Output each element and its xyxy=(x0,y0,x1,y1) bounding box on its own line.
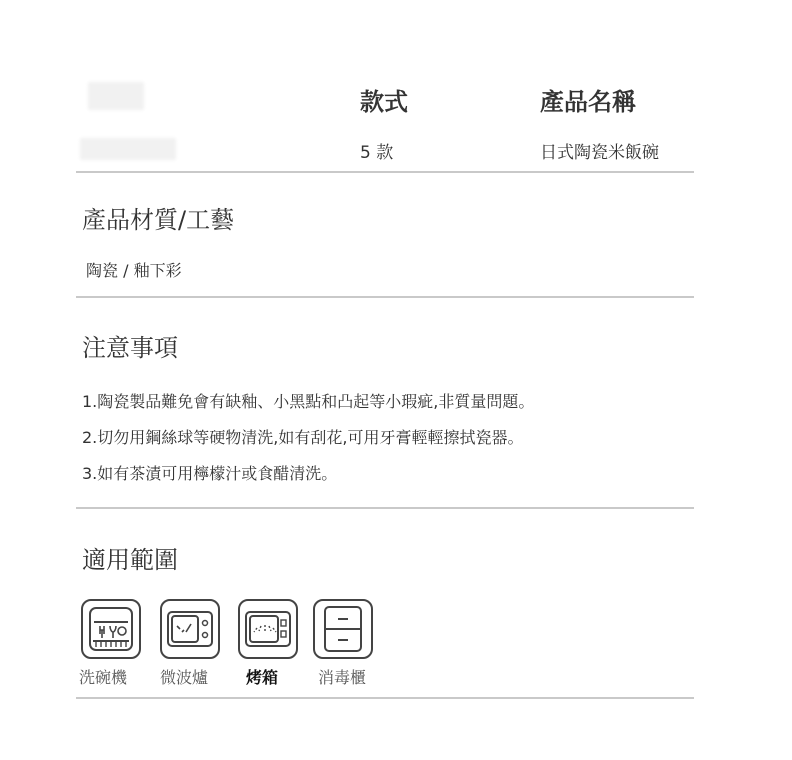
dishwasher-icon xyxy=(80,598,142,660)
product-name-header: 產品名稱 xyxy=(540,88,636,116)
note-item: 2.切勿用鋼絲球等硬物清洗,如有刮花,可用牙膏輕輕擦拭瓷器。 xyxy=(82,428,524,447)
note-item: 1.陶瓷製品難免會有缺釉、小黑點和凸起等小瑕疵,非質量問題。 xyxy=(82,392,535,411)
blurred-header-label xyxy=(88,82,144,110)
notes-title: 注意事項 xyxy=(82,334,178,362)
usage-title: 適用範圍 xyxy=(82,546,178,574)
sterilizer-cabinet-label: 消毒櫃 xyxy=(318,668,367,687)
note-item: 3.如有茶漬可用檸檬汁或食醋清洗。 xyxy=(82,464,338,483)
oven-label: 烤箱 xyxy=(246,668,279,687)
divider xyxy=(76,507,694,509)
divider xyxy=(76,171,694,173)
material-value: 陶瓷 / 釉下彩 xyxy=(86,261,182,280)
divider xyxy=(76,697,694,699)
style-header: 款式 xyxy=(360,88,408,116)
sterilizer-cabinet-icon xyxy=(312,598,374,660)
style-value: 5 款 xyxy=(360,143,394,163)
microwave-icon xyxy=(159,598,221,660)
dishwasher-label: 洗碗機 xyxy=(79,668,128,687)
blurred-value-label xyxy=(80,138,176,160)
notes-list xyxy=(82,384,692,492)
oven-icon xyxy=(237,598,299,660)
product-name-value: 日式陶瓷米飯碗 xyxy=(540,143,659,163)
microwave-label: 微波爐 xyxy=(160,668,209,687)
material-title: 產品材質/工藝 xyxy=(82,206,235,234)
divider xyxy=(76,296,694,298)
